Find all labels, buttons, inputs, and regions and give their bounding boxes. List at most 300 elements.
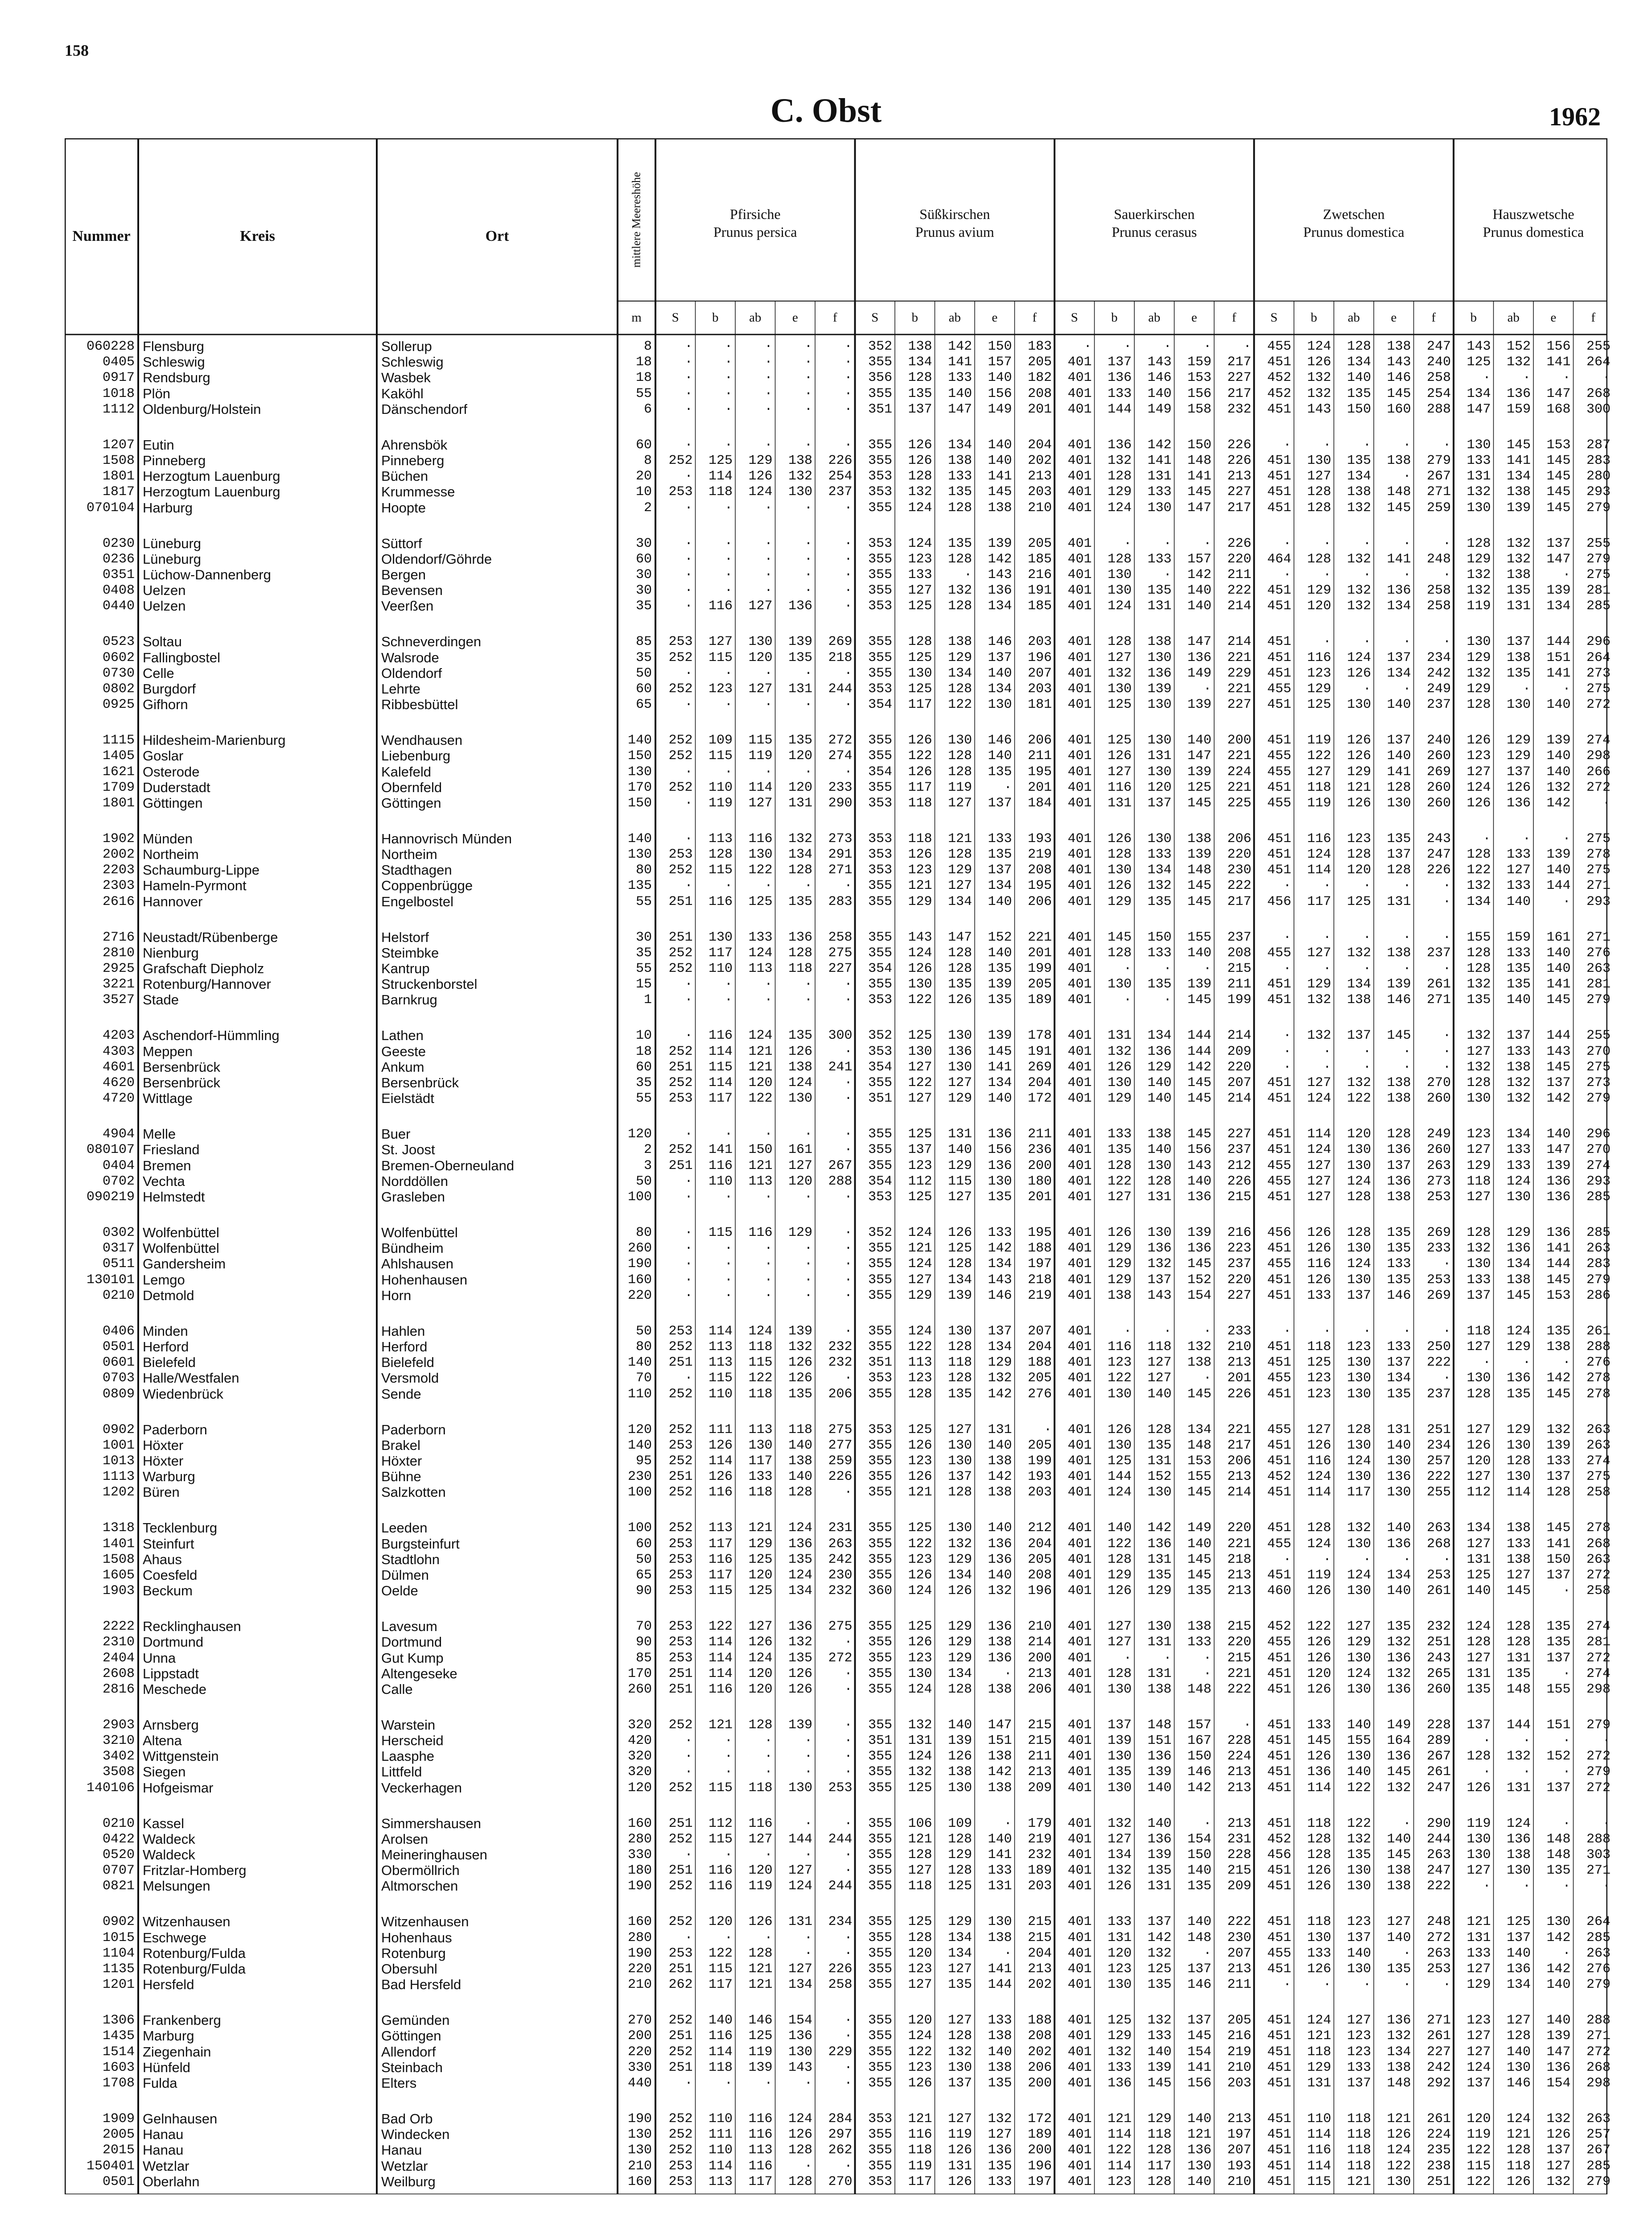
row-value: 216: [1227, 1225, 1252, 1240]
row-value: 138: [988, 1749, 1012, 1764]
row-value: ·: [804, 764, 812, 780]
row-value: 128: [948, 500, 972, 516]
row-nummer: 1435: [102, 2028, 135, 2044]
row-hoehe: 10: [635, 484, 652, 500]
row-value: 136: [1387, 1650, 1411, 1666]
row-value: 401: [1067, 1256, 1092, 1272]
row-value: 172: [1027, 1091, 1052, 1107]
row-value: 138: [988, 2060, 1012, 2075]
row-ort: Hohenhaus: [381, 1929, 452, 1945]
row-value: 126: [908, 1635, 932, 1650]
row-value: 273: [828, 831, 853, 847]
row-value: 132: [1506, 1091, 1531, 1107]
row-value: 136: [1187, 2143, 1211, 2158]
row-value: 126: [748, 469, 773, 484]
row-value: ·: [844, 1681, 853, 1697]
row-value: 271: [1426, 2013, 1451, 2028]
row-value: 120: [1347, 863, 1371, 878]
row-value: 128: [948, 551, 972, 567]
row-value: 136: [788, 1536, 812, 1552]
row-value: 253: [668, 1552, 693, 1567]
row-value: ·: [764, 1288, 773, 1303]
row-value: 127: [1467, 1650, 1491, 1666]
row-value: 160: [1387, 401, 1411, 417]
row-kreis: Arnsberg: [143, 1717, 199, 1733]
row-value: ·: [1442, 634, 1451, 650]
row-value: 253: [668, 634, 693, 650]
row-kreis: Waldeck: [143, 1847, 195, 1863]
row-kreis: Eschwege: [143, 1929, 207, 1945]
row-value: 232: [1426, 1619, 1451, 1635]
row-value: 120: [1347, 1127, 1371, 1142]
row-value: 130: [1347, 1355, 1371, 1371]
row-value: 275: [828, 1422, 853, 1437]
row-value: 129: [948, 1552, 972, 1567]
row-nummer: 0520: [102, 1847, 135, 1863]
row-value: 252: [668, 2111, 693, 2127]
row-value: 115: [708, 748, 733, 764]
row-value: 132: [1546, 780, 1571, 795]
row-value: 141: [1546, 665, 1571, 681]
row-value: 230: [1227, 863, 1252, 878]
row-value: 456: [1267, 1225, 1291, 1240]
row-kreis: Minden: [143, 1323, 188, 1339]
row-value: ·: [1562, 1733, 1571, 1749]
row-value: ·: [844, 386, 853, 401]
row-value: 451: [1267, 453, 1291, 468]
row-hoehe: 50: [635, 665, 652, 681]
row-value: 134: [948, 894, 972, 909]
row-value: 136: [988, 1552, 1012, 1567]
row-value: 127: [1147, 1371, 1172, 1386]
row-value: ·: [724, 370, 733, 386]
row-value: 125: [948, 1879, 972, 1894]
row-value: 126: [788, 1044, 812, 1059]
row-value: 221: [1227, 780, 1252, 795]
row-value: ·: [724, 1241, 733, 1256]
row-ort: Obernfeld: [381, 779, 442, 795]
row-hoehe: 10: [635, 1028, 652, 1044]
row-value: 277: [828, 1437, 853, 1453]
row-value: 127: [1467, 2044, 1491, 2060]
row-value: 125: [1506, 1914, 1531, 1930]
row-value: 252: [668, 733, 693, 748]
table-row: [65, 1551, 1611, 1567]
row-value: 132: [988, 1371, 1012, 1386]
row-value: 121: [908, 1485, 932, 1500]
row-nummer: 1909: [102, 2111, 135, 2127]
row-value: 138: [1387, 339, 1411, 354]
row-value: ·: [764, 1272, 773, 1288]
row-value: 127: [1467, 1044, 1491, 1059]
row-ort: Dortmund: [381, 1634, 442, 1650]
row-value: 207: [1227, 1945, 1252, 1961]
row-ort: Geeste: [381, 1043, 426, 1059]
row-value: ·: [764, 339, 773, 354]
row-value: 401: [1067, 1469, 1092, 1485]
row-value: 279: [1586, 1717, 1611, 1733]
row-value: 129: [948, 1650, 972, 1666]
row-value: 401: [1067, 437, 1092, 453]
row-value: 148: [1387, 2076, 1411, 2091]
row-value: 136: [1546, 1189, 1571, 1205]
row-value: 129: [788, 1225, 812, 1240]
row-value: 118: [1347, 2158, 1371, 2174]
row-value: 133: [908, 567, 932, 582]
row-value: 129: [1506, 748, 1531, 764]
row-value: ·: [724, 355, 733, 370]
row-value: 120: [748, 1666, 773, 1681]
table-row: [65, 1338, 1611, 1355]
row-value: 137: [1506, 1930, 1531, 1945]
row-value: 129: [1107, 1567, 1132, 1583]
row-value: 133: [948, 370, 972, 386]
row-value: 125: [1107, 697, 1132, 713]
row-value: 355: [868, 1863, 892, 1879]
row-value: 131: [1506, 1780, 1531, 1796]
row-value: 145: [1187, 795, 1211, 811]
row-value: 137: [1187, 2013, 1211, 2028]
row-value: ·: [1562, 1764, 1571, 1780]
row-value: 132: [1347, 599, 1371, 614]
row-value: 130: [1107, 567, 1132, 582]
row-value: 137: [1546, 1780, 1571, 1796]
row-value: 129: [1307, 977, 1331, 992]
row-value: ·: [684, 1930, 693, 1945]
row-value: ·: [1203, 536, 1211, 551]
row-value: 451: [1267, 847, 1291, 863]
row-nummer: 0501: [102, 2174, 135, 2189]
row-value: 133: [1187, 1635, 1211, 1650]
row-value: 401: [1067, 1930, 1092, 1945]
row-value: ·: [844, 1272, 853, 1288]
row-value: 130: [1147, 1619, 1172, 1635]
row-value: 133: [1147, 484, 1172, 500]
row-value: 128: [908, 370, 932, 386]
row-value: 353: [868, 847, 892, 863]
row-hoehe: 260: [627, 1681, 652, 1697]
row-value: 253: [1426, 1189, 1451, 1205]
row-value: 150: [1546, 1552, 1571, 1567]
row-value: 121: [748, 1044, 773, 1059]
row-value: ·: [1163, 992, 1172, 1008]
row-value: 123: [1107, 1355, 1132, 1371]
row-value: 127: [988, 2127, 1012, 2143]
row-value: 121: [1307, 2028, 1331, 2044]
row-value: 451: [1267, 583, 1291, 599]
row-value: 203: [1027, 1485, 1052, 1500]
row-kreis: Steinfurt: [143, 1536, 194, 1552]
row-value: 253: [668, 1635, 693, 1650]
row-hoehe: 120: [627, 1780, 652, 1796]
row-value: 132: [1467, 484, 1491, 500]
row-hoehe: 18: [635, 370, 652, 386]
row-value: ·: [724, 551, 733, 567]
row-value: 218: [828, 650, 853, 665]
row-value: ·: [724, 500, 733, 516]
row-value: 136: [1387, 1681, 1411, 1697]
row-value: 131: [788, 795, 812, 811]
row-value: 259: [828, 1453, 853, 1469]
row-value: 355: [868, 2076, 892, 2091]
row-value: 132: [1506, 1075, 1531, 1091]
row-ort: Kalefeld: [381, 764, 432, 780]
table-row: [65, 992, 1611, 1008]
row-value: 114: [1506, 1485, 1531, 1500]
row-value: 152: [988, 929, 1012, 945]
row-value: ·: [1403, 437, 1411, 453]
row-value: 141: [1546, 977, 1571, 992]
row-value: ·: [724, 1272, 733, 1288]
row-ort: Oldendorf/Göhrde: [381, 551, 492, 567]
row-value: 214: [1227, 599, 1252, 614]
row-value: 126: [1467, 1780, 1491, 1796]
row-value: 129: [908, 894, 932, 909]
row-value: 127: [1467, 1536, 1491, 1552]
row-value: 138: [1506, 1059, 1531, 1075]
row-value: 120: [1107, 1945, 1132, 1961]
row-value: 278: [1586, 1371, 1611, 1386]
row-value: 260: [1426, 748, 1451, 764]
row-value: 139: [988, 536, 1012, 551]
row-value: 213: [1027, 1666, 1052, 1681]
row-value: 451: [1267, 2076, 1291, 2091]
row-value: 251: [668, 1059, 693, 1075]
row-value: 126: [788, 1681, 812, 1697]
row-ort: Altmorschen: [381, 1878, 458, 1894]
row-ort: Veckerhagen: [381, 1780, 462, 1796]
table-row: [65, 1878, 1611, 1894]
row-value: 136: [1506, 795, 1531, 811]
row-value: 137: [988, 795, 1012, 811]
row-value: 126: [1307, 1437, 1331, 1453]
row-value: 127: [1506, 863, 1531, 878]
row-value: 128: [788, 2174, 812, 2189]
row-value: 210: [1227, 2174, 1252, 2189]
row-value: 135: [988, 992, 1012, 1008]
row-value: 205: [1027, 536, 1052, 551]
row-value: 274: [828, 748, 853, 764]
row-value: 140: [1107, 1520, 1132, 1536]
row-value: 123: [908, 1371, 932, 1386]
table-row: [65, 1157, 1611, 1173]
row-ort: Versmold: [381, 1370, 439, 1386]
row-kreis: Frankenberg: [143, 2012, 221, 2028]
row-value: 401: [1067, 2060, 1092, 2075]
row-value: 129: [948, 1619, 972, 1635]
row-value: 133: [1506, 1044, 1531, 1059]
row-value: 134: [1387, 599, 1411, 614]
row-value: 118: [748, 1780, 773, 1796]
row-value: 116: [708, 1552, 733, 1567]
row-value: 193: [1027, 831, 1052, 847]
row-value: 142: [988, 1386, 1012, 1402]
row-value: 275: [828, 945, 853, 961]
row-value: 154: [1546, 2076, 1571, 2091]
row-value: 215: [1027, 1717, 1052, 1733]
row-value: 126: [1307, 1241, 1331, 1256]
row-value: 123: [1307, 1371, 1331, 1386]
row-kreis: Schleswig: [143, 354, 205, 370]
row-hoehe: 140: [627, 831, 652, 847]
row-value: 145: [1387, 1764, 1411, 1780]
row-value: 251: [1426, 1635, 1451, 1650]
row-value: 130: [1347, 1158, 1371, 1173]
row-value: 451: [1267, 733, 1291, 748]
row-hoehe: 55: [635, 961, 652, 977]
group-latin: Prunus domestica: [1483, 224, 1584, 240]
row-value: 123: [908, 1158, 932, 1173]
row-value: 213: [1227, 2111, 1252, 2127]
row-value: 451: [1267, 1241, 1291, 1256]
row-hoehe: 8: [643, 339, 652, 354]
row-value: 127: [748, 795, 773, 811]
row-value: 133: [1506, 1142, 1531, 1158]
row-value: 127: [948, 2111, 972, 2127]
row-value: 251: [668, 1681, 693, 1697]
row-value: 143: [988, 1272, 1012, 1288]
row-value: 353: [868, 681, 892, 697]
row-value: 226: [1227, 1386, 1252, 1402]
row-value: 135: [1387, 1619, 1411, 1635]
table-row: [65, 847, 1611, 863]
row-value: 131: [788, 1914, 812, 1930]
row-value: ·: [684, 1764, 693, 1780]
row-value: 135: [1546, 1635, 1571, 1650]
row-value: 188: [1027, 1241, 1052, 1256]
row-value: 401: [1067, 764, 1092, 780]
row-value: 122: [1107, 1173, 1132, 1189]
row-value: 137: [1107, 1717, 1132, 1733]
row-value: ·: [1283, 536, 1291, 551]
row-ort: Bielefeld: [381, 1355, 434, 1371]
row-value: 126: [788, 2127, 812, 2143]
row-value: 125: [908, 1127, 932, 1142]
row-value: 278: [1586, 1386, 1611, 1402]
row-kreis: Hünfeld: [143, 2059, 190, 2075]
row-value: 109: [948, 1816, 972, 1831]
row-value: 451: [1267, 1453, 1291, 1469]
row-value: 119: [908, 2158, 932, 2174]
row-ort: Calle: [381, 1681, 413, 1697]
row-value: 127: [908, 1059, 932, 1075]
row-value: 122: [1467, 2143, 1491, 2158]
row-value: 252: [668, 1339, 693, 1355]
row-kreis: Siegen: [143, 1764, 186, 1780]
row-value: 263: [1586, 1552, 1611, 1567]
row-value: 258: [1426, 370, 1451, 386]
row-value: 114: [708, 1075, 733, 1091]
row-value: 132: [1307, 1028, 1331, 1044]
row-value: 127: [1307, 1158, 1331, 1173]
table-row: [65, 1323, 1611, 1339]
row-value: ·: [804, 583, 812, 599]
row-value: 128: [1467, 945, 1491, 961]
row-value: 455: [1267, 764, 1291, 780]
row-value: ·: [1442, 961, 1451, 977]
row-value: 267: [1426, 469, 1451, 484]
row-value: 279: [1586, 500, 1611, 516]
row-value: 401: [1067, 2111, 1092, 2127]
row-value: 261: [1586, 1323, 1611, 1339]
row-value: 279: [1586, 1977, 1611, 1993]
row-ort: Bremen-Oberneuland: [381, 1157, 515, 1173]
row-ort: Lathen: [381, 1028, 424, 1044]
row-value: ·: [1602, 1816, 1611, 1831]
row-nummer: 0236: [102, 551, 135, 567]
row-value: 124: [1467, 1619, 1491, 1635]
row-kreis: Göttingen: [143, 795, 203, 811]
row-value: 129: [1506, 1225, 1531, 1240]
row-value: ·: [684, 469, 693, 484]
row-ort: Höxter: [381, 1453, 422, 1469]
row-value: 146: [1387, 370, 1411, 386]
row-value: 130: [1347, 697, 1371, 713]
row-value: 137: [1107, 355, 1132, 370]
row-value: ·: [844, 1816, 853, 1831]
row-value: ·: [1562, 370, 1571, 386]
row-value: 145: [1187, 2028, 1211, 2044]
row-value: 116: [1307, 650, 1331, 665]
table-row: [65, 697, 1611, 713]
row-value: 138: [1387, 1075, 1411, 1091]
row-value: 204: [1027, 1339, 1052, 1355]
row-value: 118: [1147, 1339, 1172, 1355]
row-value: 206: [828, 1386, 853, 1402]
row-value: 214: [1227, 1091, 1252, 1107]
row-value: 206: [1027, 733, 1052, 748]
row-value: 117: [708, 1091, 733, 1107]
row-value: 127: [1307, 469, 1331, 484]
row-value: ·: [844, 1666, 853, 1681]
row-hoehe: 160: [627, 2174, 652, 2189]
row-value: ·: [804, 2158, 812, 2174]
row-value: ·: [1323, 1977, 1331, 1993]
row-value: 401: [1067, 1173, 1092, 1189]
row-value: 134: [988, 681, 1012, 697]
row-value: ·: [1483, 831, 1491, 847]
row-ort: Ribbesbüttel: [381, 697, 458, 713]
row-value: 132: [1506, 355, 1531, 370]
row-hoehe: 260: [627, 1241, 652, 1256]
row-kreis: Rotenburg/Hannover: [143, 976, 271, 992]
row-value: 252: [668, 1879, 693, 1894]
row-value: ·: [1123, 339, 1132, 354]
row-value: ·: [1602, 1733, 1611, 1749]
row-value: 139: [1387, 977, 1411, 992]
row-value: ·: [844, 2060, 853, 2075]
row-value: 135: [1506, 977, 1531, 992]
row-value: 355: [868, 1142, 892, 1158]
row-value: 252: [668, 681, 693, 697]
row-value: 130: [1147, 1158, 1172, 1173]
row-value: 272: [1586, 1567, 1611, 1583]
row-nummer: 1508: [102, 453, 135, 468]
row-value: 351: [868, 1733, 892, 1749]
row-value: 127: [948, 1189, 972, 1205]
row-value: 355: [868, 894, 892, 909]
row-value: ·: [1203, 681, 1211, 697]
row-value: 133: [988, 2174, 1012, 2189]
row-value: ·: [844, 339, 853, 354]
row-value: 128: [948, 1339, 972, 1355]
row-value: 122: [1387, 2158, 1411, 2174]
row-value: ·: [764, 386, 773, 401]
row-value: 135: [1347, 386, 1371, 401]
row-value: 118: [1307, 1914, 1331, 1930]
table-row: [65, 1748, 1611, 1764]
row-value: 129: [1307, 681, 1331, 697]
